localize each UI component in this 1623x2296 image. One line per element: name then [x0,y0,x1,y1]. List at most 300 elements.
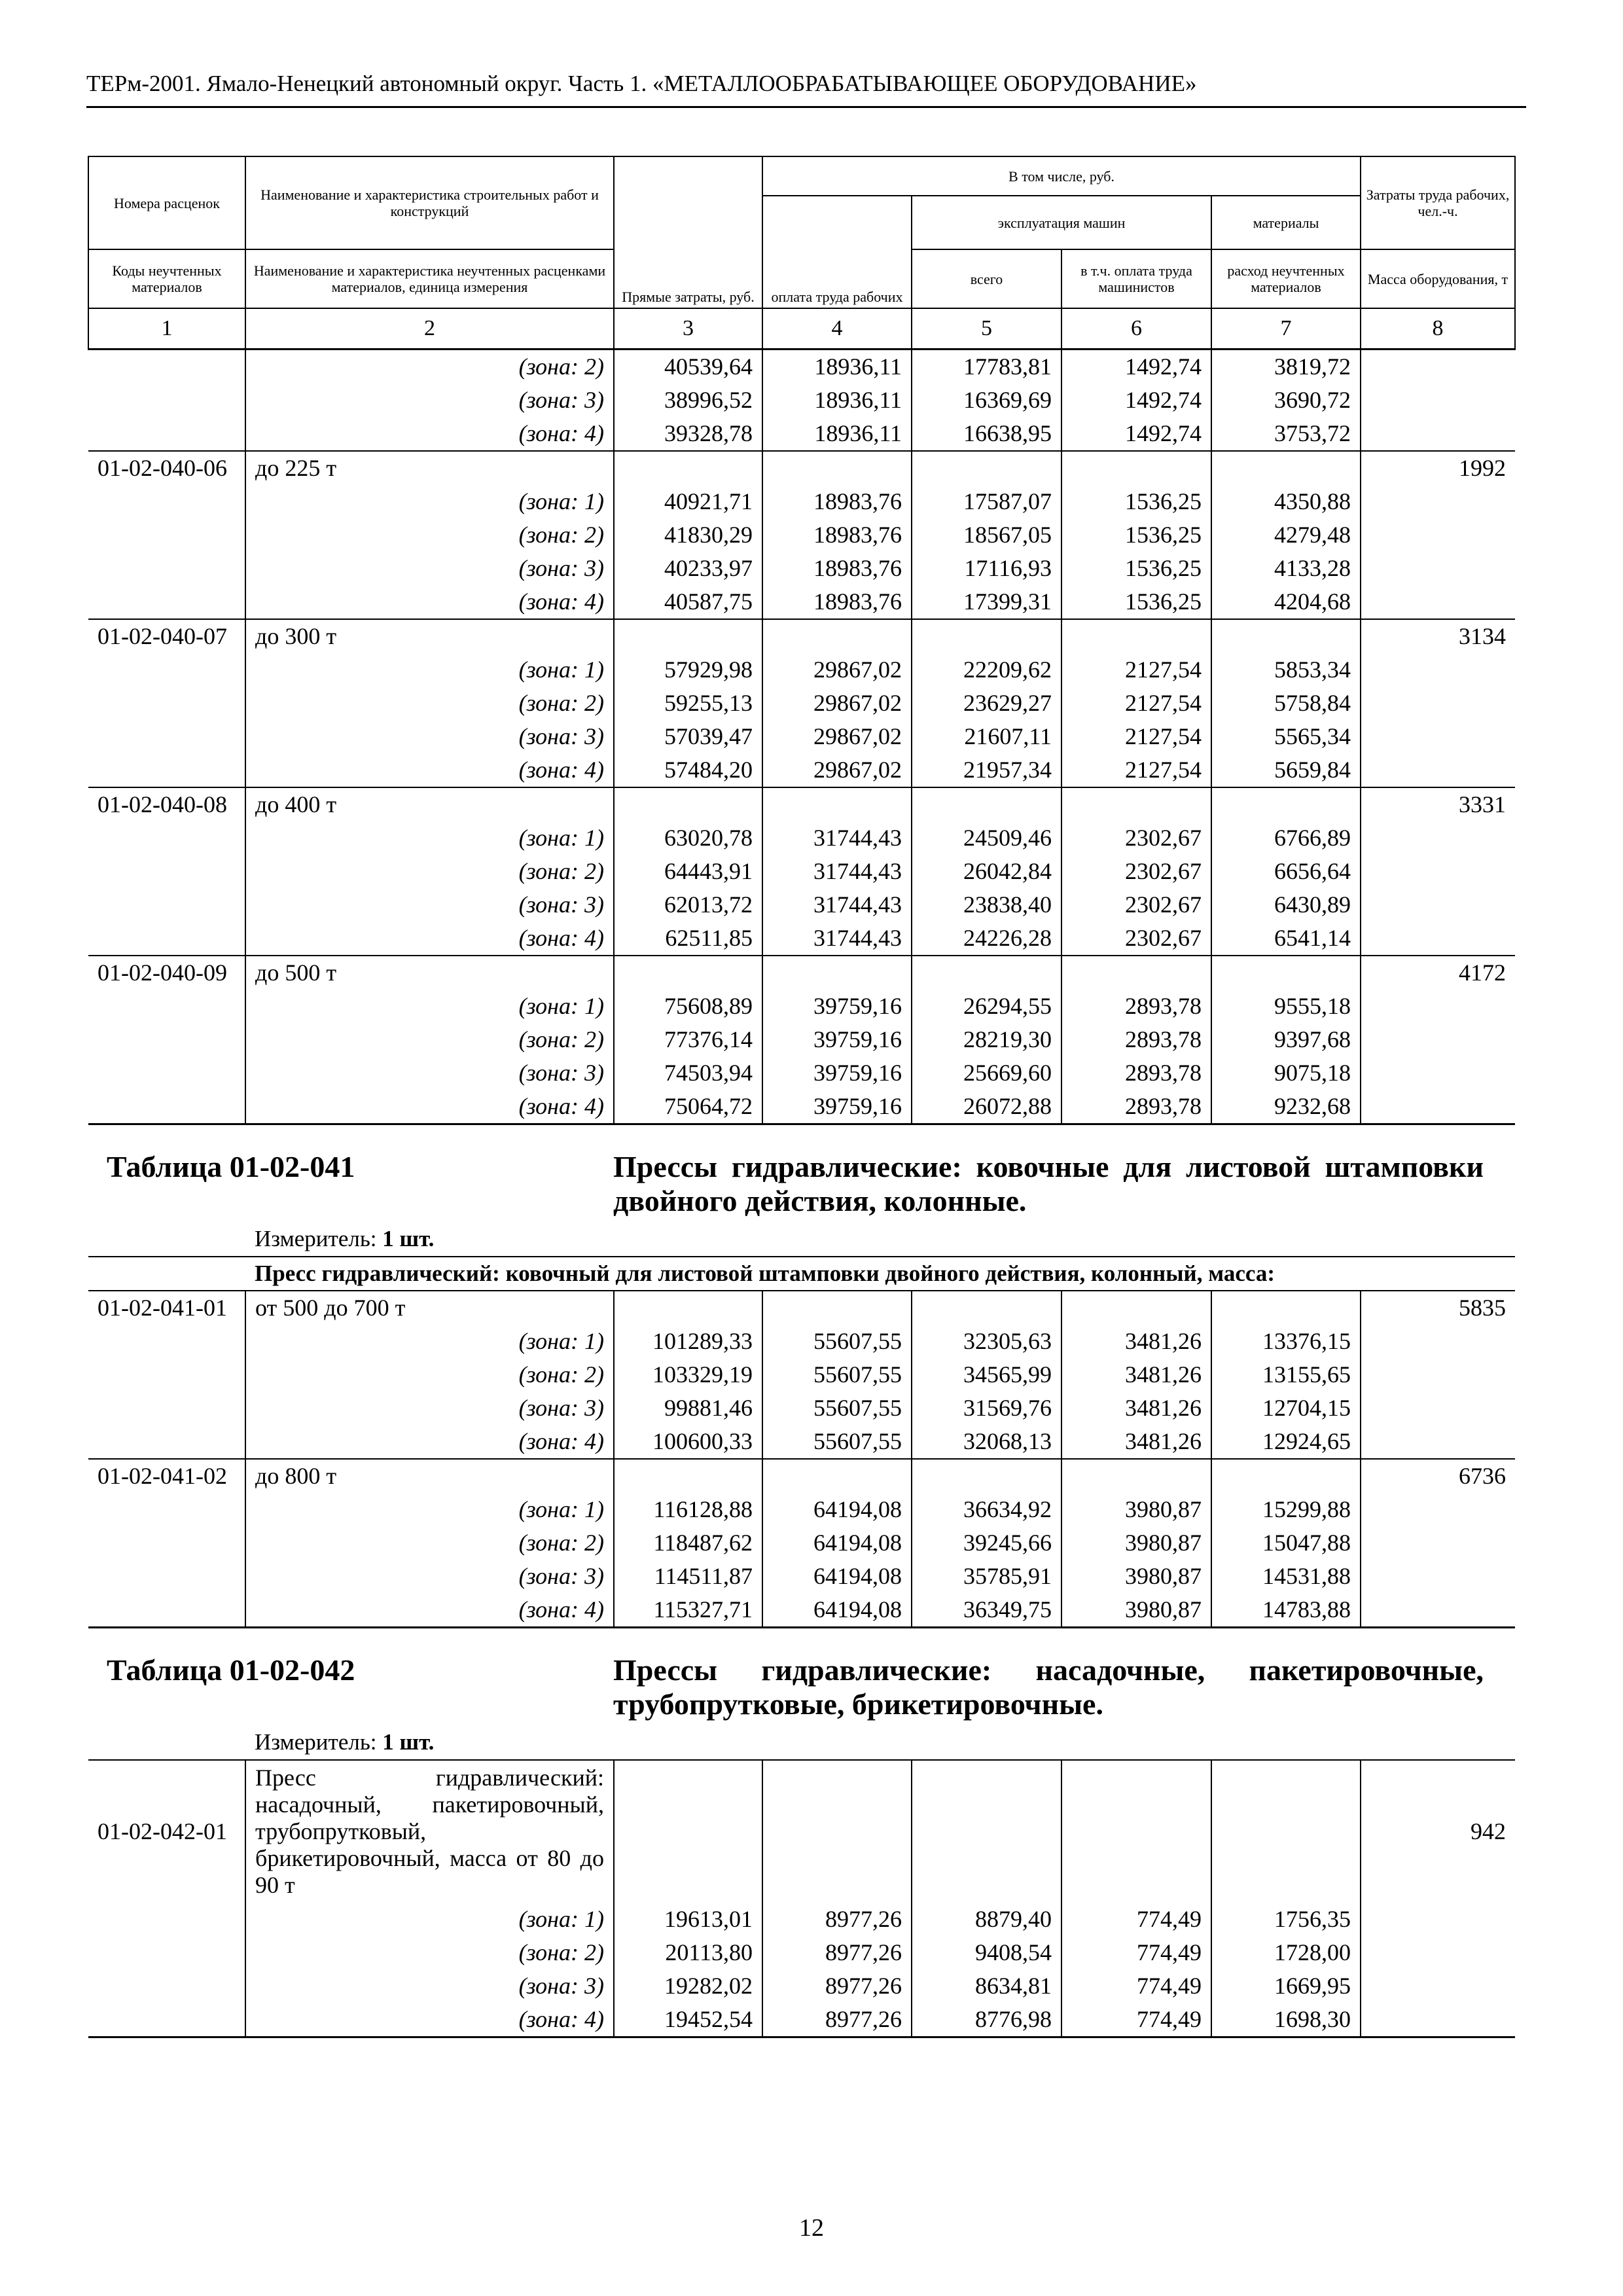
labor-cost: 4172 [1361,956,1515,990]
value-cell: 41830,29 [614,518,762,552]
value-cell: 36349,75 [912,1593,1061,1628]
zone-label: (зона: 2) [245,1023,614,1056]
value-cell: 118487,62 [614,1526,762,1560]
value-cell: 64443,91 [614,855,762,888]
rate-code [88,1969,245,2003]
value-cell: 8634,81 [912,1969,1061,2003]
col-number: 5 [912,308,1061,350]
labor-cost [1361,1903,1515,1936]
value-cell: 6541,14 [1211,922,1361,956]
col-including: В том числе, руб. [762,156,1361,196]
item-name: от 500 до 700 т [245,1291,614,1325]
value-cell: 6766,89 [1211,821,1361,855]
zone-label: (зона: 2) [245,855,614,888]
rate-code [88,1593,245,1628]
labor-cost [1361,552,1515,585]
labor-cost [1361,1090,1515,1124]
value-cell [762,619,912,653]
value-cell: 9232,68 [1211,1090,1361,1124]
value-cell: 2893,78 [1061,1023,1211,1056]
item-name: до 225 т [245,451,614,485]
labor-cost: 3134 [1361,619,1515,653]
col-unaccounted-materials: расход неучтенных материалов [1211,249,1361,308]
rate-code [88,990,245,1023]
value-cell: 55607,55 [762,1425,912,1459]
measure-value: 1 шт. [382,1729,435,1755]
value-cell: 3819,72 [1211,350,1361,384]
value-cell: 14783,88 [1211,1593,1361,1628]
value-cell: 39759,16 [762,1023,912,1056]
rate-code [88,518,245,552]
value-cell: 64194,08 [762,1493,912,1526]
value-cell: 3690,72 [1211,384,1361,417]
value-cell: 29867,02 [762,687,912,720]
col-material-name: Наименование и характеристика неучтенных расценками материалов, единица измерения [245,249,614,308]
value-cell: 24509,46 [912,821,1061,855]
rate-code [88,687,245,720]
zone-label: (зона: 4) [245,1425,614,1459]
value-cell: 31744,43 [762,855,912,888]
table-row [88,753,1515,787]
value-cell: 774,49 [1061,2003,1211,2037]
table-row [88,451,1515,485]
rate-code [88,1425,245,1459]
value-cell: 2893,78 [1061,1090,1211,1124]
value-cell: 32068,13 [912,1425,1061,1459]
labor-cost [1361,753,1515,787]
value-cell: 5565,34 [1211,720,1361,753]
value-cell: 59255,13 [614,687,762,720]
value-cell: 2302,67 [1061,821,1211,855]
table-row [88,1056,1515,1090]
measure-value: 1 шт. [382,1226,435,1251]
zone-label: (зона: 1) [245,1325,614,1358]
rate-code: 01-02-040-09 [88,956,245,990]
zone-label: (зона: 1) [245,653,614,687]
value-cell: 19613,01 [614,1903,762,1936]
value-cell: 114511,87 [614,1560,762,1593]
labor-cost [1361,585,1515,619]
zone-label: (зона: 3) [245,888,614,922]
value-cell: 18983,76 [762,552,912,585]
value-cell: 1492,74 [1061,384,1211,417]
value-cell: 22209,62 [912,653,1061,687]
value-cell [762,1291,912,1325]
labor-cost [1361,1936,1515,1969]
value-cell: 40587,75 [614,585,762,619]
value-cell [912,451,1061,485]
value-cell [1211,1291,1361,1325]
table-row [88,1425,1515,1459]
zone-label: (зона: 1) [245,1493,614,1526]
value-cell: 39245,66 [912,1526,1061,1560]
value-cell [1061,1760,1211,1903]
rate-code [88,1903,245,1936]
labor-cost: 5835 [1361,1291,1515,1325]
value-cell [912,1760,1061,1903]
rate-code [88,552,245,585]
group-title-row [88,1257,1515,1291]
value-cell: 55607,55 [762,1391,912,1425]
value-cell [1211,619,1361,653]
labor-cost [1361,1593,1515,1628]
labor-cost [1361,1358,1515,1391]
labor-cost [1361,855,1515,888]
zone-label: (зона: 3) [245,552,614,585]
value-cell: 2127,54 [1061,720,1211,753]
rate-code [88,653,245,687]
value-cell [762,1760,912,1903]
rate-code [88,1358,245,1391]
value-cell: 12924,65 [1211,1425,1361,1459]
value-cell: 9408,54 [912,1936,1061,1969]
value-cell [1061,451,1211,485]
value-cell: 31744,43 [762,922,912,956]
value-cell [614,1291,762,1325]
labor-cost [1361,1560,1515,1593]
value-cell: 13376,15 [1211,1325,1361,1358]
value-cell: 25669,60 [912,1056,1061,1090]
labor-cost [1361,1969,1515,2003]
value-cell: 39328,78 [614,417,762,451]
col-rate-numbers: Номера расценок [88,156,245,249]
zone-label: (зона: 3) [245,1056,614,1090]
table-row [88,787,1515,821]
section-heading-row [88,1124,1515,1257]
rate-code [88,1090,245,1124]
value-cell: 17116,93 [912,552,1061,585]
table-row [88,485,1515,518]
value-cell: 55607,55 [762,1358,912,1391]
rate-code: 01-02-041-02 [88,1459,245,1493]
value-cell: 16638,95 [912,417,1061,451]
table-row [88,1023,1515,1056]
measure-label: Измеритель: [255,1729,377,1755]
value-cell: 40233,97 [614,552,762,585]
section-title: Прессы гидравлические: насадочные, пакетировочные, трубопрутковые, брикетировочные. [613,1653,1484,1721]
rate-code: 01-02-040-07 [88,619,245,653]
value-cell: 75608,89 [614,990,762,1023]
col-work-name: Наименование и характеристика строительных работ и конструкций [245,156,614,249]
value-cell [614,1459,762,1493]
value-cell: 2302,67 [1061,922,1211,956]
value-cell: 26294,55 [912,990,1061,1023]
value-cell: 31744,43 [762,821,912,855]
value-cell: 38996,52 [614,384,762,417]
zone-label: (зона: 4) [245,922,614,956]
table-row [88,1903,1515,1936]
rate-code [88,1391,245,1425]
item-name: до 500 т [245,956,614,990]
table-row [88,2003,1515,2037]
value-cell: 99881,46 [614,1391,762,1425]
value-cell [762,451,912,485]
col-worker-pay: оплата труда рабочих [762,196,912,308]
section-heading [88,1124,1515,1257]
col-operator-pay: в т.ч. оплата труда машинистов [1061,249,1211,308]
zone-label: (зона: 4) [245,585,614,619]
rate-code [88,720,245,753]
zone-label: (зона: 2) [245,518,614,552]
value-cell: 39759,16 [762,1056,912,1090]
table-row [88,1291,1515,1325]
zone-label: (зона: 1) [245,1903,614,1936]
value-cell: 1669,95 [1211,1969,1361,2003]
labor-cost [1361,2003,1515,2037]
value-cell: 39759,16 [762,990,912,1023]
item-name: Пресс гидравлический: насадочный, пакетировочный, трубопрутковый, брикетировочный, масса от 80 до 90 т [245,1760,614,1903]
rate-code [88,821,245,855]
table-row [88,1593,1515,1628]
table-row [88,1526,1515,1560]
value-cell: 18567,05 [912,518,1061,552]
table-row [88,619,1515,653]
value-cell: 101289,33 [614,1325,762,1358]
value-cell [1061,1459,1211,1493]
labor-cost [1361,1391,1515,1425]
value-cell [1061,619,1211,653]
value-cell [1211,1459,1361,1493]
value-cell: 2127,54 [1061,653,1211,687]
rate-code [88,922,245,956]
zone-label: (зона: 3) [245,1969,614,2003]
value-cell: 115327,71 [614,1593,762,1628]
value-cell [912,787,1061,821]
value-cell: 36634,92 [912,1493,1061,1526]
table-row [88,350,1515,384]
table-row [88,855,1515,888]
value-cell: 103329,19 [614,1358,762,1391]
section-label: Таблица 01-02-041 [107,1150,355,1183]
page-header: ТЕРм-2001. Ямало-Ненецкий автономный округ. Часть 1. «МЕТАЛЛООБРАБАТЫВАЮЩЕЕ ОБОРУДОВАНИЕ» [86,71,1197,96]
value-cell: 1536,25 [1061,485,1211,518]
value-cell: 57484,20 [614,753,762,787]
value-cell: 15047,88 [1211,1526,1361,1560]
labor-cost [1361,518,1515,552]
value-cell: 23629,27 [912,687,1061,720]
value-cell: 28219,30 [912,1023,1061,1056]
labor-cost [1361,687,1515,720]
value-cell: 18936,11 [762,350,912,384]
zone-label: (зона: 2) [245,1936,614,1969]
value-cell: 5853,34 [1211,653,1361,687]
table-header [88,156,1515,350]
value-cell: 4204,68 [1211,585,1361,619]
rate-code [88,384,245,417]
table-row [88,888,1515,922]
rate-code [88,1056,245,1090]
col-labor-costs: Затраты труда рабочих, чел.-ч. [1361,156,1515,249]
value-cell [762,787,912,821]
value-cell: 21957,34 [912,753,1061,787]
table-row [88,1090,1515,1124]
value-cell: 14531,88 [1211,1560,1361,1593]
value-cell [1211,451,1361,485]
value-cell: 18936,11 [762,384,912,417]
value-cell: 3481,26 [1061,1325,1211,1358]
value-cell [762,956,912,990]
col-number: 2 [245,308,614,350]
rate-code [88,1023,245,1056]
zone-label: (зона: 3) [245,1560,614,1593]
value-cell [614,787,762,821]
col-material-codes: Коды неучтенных материалов [88,249,245,308]
value-cell [762,1459,912,1493]
value-cell: 29867,02 [762,753,912,787]
zone-label: (зона: 3) [245,720,614,753]
zone-label: (зона: 2) [245,1358,614,1391]
table-row [88,1969,1515,2003]
rate-code [88,350,245,384]
section-title: Прессы гидравлические: ковочные для листовой штамповки двойного действия, колонные. [613,1150,1484,1217]
table-row [88,518,1515,552]
col-number: 4 [762,308,912,350]
value-cell: 32305,63 [912,1325,1061,1358]
value-cell: 116128,88 [614,1493,762,1526]
value-cell: 3980,87 [1061,1526,1211,1560]
labor-cost [1361,417,1515,451]
table-row [88,1391,1515,1425]
col-number: 8 [1361,308,1515,350]
value-cell: 15299,88 [1211,1493,1361,1526]
measure-label: Измеритель: [255,1226,377,1251]
value-cell: 3980,87 [1061,1560,1211,1593]
labor-cost: 3331 [1361,787,1515,821]
zone-label: (зона: 4) [245,1593,614,1628]
value-cell: 2893,78 [1061,1056,1211,1090]
value-cell: 2127,54 [1061,687,1211,720]
value-cell: 29867,02 [762,653,912,687]
value-cell: 62013,72 [614,888,762,922]
value-cell: 2302,67 [1061,888,1211,922]
value-cell: 774,49 [1061,1936,1211,1969]
col-number: 3 [614,308,762,350]
value-cell: 57039,47 [614,720,762,753]
value-cell: 8776,98 [912,2003,1061,2037]
value-cell: 8977,26 [762,1969,912,2003]
value-cell [614,619,762,653]
table-row [88,1493,1515,1526]
value-cell: 26072,88 [912,1090,1061,1124]
value-cell: 62511,85 [614,922,762,956]
value-cell: 1536,25 [1061,585,1211,619]
value-cell: 16369,69 [912,384,1061,417]
labor-cost [1361,821,1515,855]
value-cell: 31744,43 [762,888,912,922]
value-cell: 1698,30 [1211,2003,1361,2037]
zone-label: (зона: 2) [245,350,614,384]
value-cell: 17587,07 [912,485,1061,518]
value-cell [1061,787,1211,821]
value-cell: 1536,25 [1061,518,1211,552]
rate-code: 01-02-040-06 [88,451,245,485]
value-cell: 4350,88 [1211,485,1361,518]
value-cell: 64194,08 [762,1526,912,1560]
value-cell: 774,49 [1061,1903,1211,1936]
value-cell [912,1291,1061,1325]
col-number: 6 [1061,308,1211,350]
value-cell: 19452,54 [614,2003,762,2037]
column-numbers-row [88,308,1515,350]
value-cell: 40921,71 [614,485,762,518]
value-cell [614,451,762,485]
header-rule [86,106,1526,108]
rate-code: 01-02-042-01 [88,1760,245,1903]
rate-code [88,485,245,518]
rate-code [88,1936,245,1969]
value-cell: 774,49 [1061,1969,1211,2003]
value-cell: 75064,72 [614,1090,762,1124]
labor-cost [1361,888,1515,922]
value-cell: 5758,84 [1211,687,1361,720]
table-row [88,1358,1515,1391]
table-row [88,552,1515,585]
value-cell: 2127,54 [1061,753,1211,787]
value-cell: 40539,64 [614,350,762,384]
value-cell [1061,1291,1211,1325]
labor-cost: 6736 [1361,1459,1515,1493]
zone-label: (зона: 4) [245,2003,614,2037]
value-cell: 1536,25 [1061,552,1211,585]
value-cell: 4279,48 [1211,518,1361,552]
table-row [88,1560,1515,1593]
value-cell: 8879,40 [912,1903,1061,1936]
rates-table [88,156,1516,2038]
table-row [88,922,1515,956]
rates-table-container [88,156,1514,2038]
zone-label: (зона: 4) [245,417,614,451]
value-cell: 8977,26 [762,1936,912,1969]
value-cell [1211,1760,1361,1903]
value-cell: 12704,15 [1211,1391,1361,1425]
labor-cost [1361,1493,1515,1526]
value-cell: 29867,02 [762,720,912,753]
value-cell: 34565,99 [912,1358,1061,1391]
zone-label: (зона: 1) [245,485,614,518]
table-row [88,956,1515,990]
value-cell: 74503,94 [614,1056,762,1090]
value-cell: 19282,02 [614,1969,762,2003]
section-heading [88,1628,1515,1761]
value-cell: 3980,87 [1061,1493,1211,1526]
zone-label: (зона: 1) [245,821,614,855]
rate-code [88,1560,245,1593]
value-cell: 26042,84 [912,855,1061,888]
value-cell: 18983,76 [762,518,912,552]
value-cell: 39759,16 [762,1090,912,1124]
table-body [88,350,1515,2037]
rate-code [88,1493,245,1526]
value-cell: 1728,00 [1211,1936,1361,1969]
section-heading-row [88,1628,1515,1761]
labor-cost [1361,1425,1515,1459]
value-cell: 8977,26 [762,2003,912,2037]
value-cell: 55607,55 [762,1325,912,1358]
labor-cost [1361,1056,1515,1090]
value-cell: 23838,40 [912,888,1061,922]
value-cell: 3481,26 [1061,1391,1211,1425]
zone-label: (зона: 3) [245,1391,614,1425]
value-cell: 24226,28 [912,922,1061,956]
labor-cost [1361,1325,1515,1358]
table-row [88,1459,1515,1493]
value-cell [614,1760,762,1903]
col-direct-costs: Прямые затраты, руб. [614,156,762,308]
table-row [88,990,1515,1023]
value-cell: 2302,67 [1061,855,1211,888]
rate-code: 01-02-041-01 [88,1291,245,1325]
labor-cost [1361,922,1515,956]
